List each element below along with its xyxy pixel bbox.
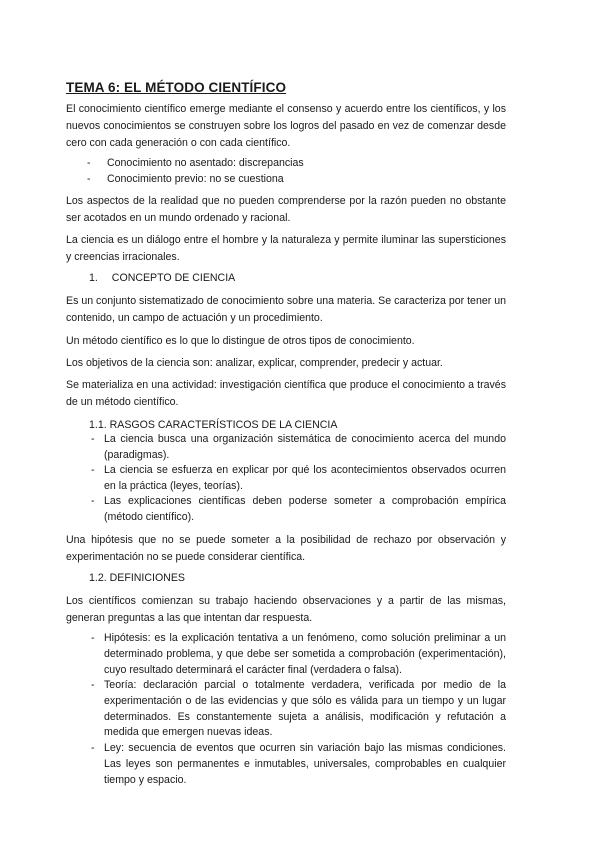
section-heading-rasgos [89, 418, 337, 432]
definition-item [91, 631, 506, 678]
paragraph-materializa: Se materializa en una actividad: investigación científica que produce el conocimiento a través de un método científico. [66, 379, 506, 408]
intro-bullet-text: Conocimiento no asentado: discrepancias [107, 157, 304, 169]
bullet-marker: - [87, 173, 91, 185]
bullet-marker: - [91, 679, 95, 691]
bullet-marker: - [91, 495, 95, 507]
paragraph-metodo: Un método científico es lo que lo distingue de otros tipos de conocimiento. [66, 335, 415, 347]
definition-item [91, 678, 506, 741]
rasgo-item [91, 432, 506, 464]
intro-bullet [87, 172, 284, 186]
intro-bullet [87, 156, 304, 170]
paragraph-conjunto: Es un conjunto sistematizado de conocimiento sobre una materia. Se caracteriza por tener un contenido, un campo de actuación y un procedimiento. [66, 295, 506, 324]
section-heading-definiciones [89, 571, 185, 585]
rasgo-item [91, 463, 506, 495]
section-number: 1.1. [89, 419, 107, 431]
definition-text: Ley: secuencia de eventos que ocurren sin variación bajo las mismas condiciones. Las leyes son permanentes e inmutables, universales, comprobables en cualquier tiempo y espacio. [104, 742, 506, 786]
bullet-marker: - [91, 433, 95, 445]
paragraph-cientificos: Los científicos comienzan su trabajo haciendo observaciones y a partir de las mismas, generan preguntas a las que intentan dar respuesta. [66, 595, 506, 624]
bullet-marker: - [91, 464, 95, 476]
definition-item [91, 741, 506, 788]
paragraph-objetivos: Los objetivos de la ciencia son: analizar, explicar, comprender, predecir y actuar. [66, 357, 443, 369]
intro-bullet-text: Conocimiento previo: no se cuestiona [107, 173, 284, 185]
rasgo-item [91, 494, 506, 526]
bullet-marker: - [87, 157, 91, 169]
paragraph-aspectos: Los aspectos de la realidad que no pueden comprenderse por la razón pueden no obstante ser acotados en un mundo ordenado y racional. [66, 195, 506, 224]
section-title: CONCEPTO DE CIENCIA [111, 272, 236, 284]
rasgo-text: Las explicaciones científicas deben poderse someter a comprobación empírica (método científico). [104, 495, 506, 523]
paragraph-ciencia: La ciencia es un diálogo entre el hombre y la naturaleza y permite iluminar las supersticiones y creencias irracionales. [66, 234, 506, 263]
page-title: TEMA 6: EL MÉTODO CIENTÍFICO [66, 80, 287, 95]
section-number: 1. [89, 272, 98, 284]
paragraph-hipotesis: Una hipótesis que no se puede someter a la posibilidad de rechazo por observación y experimentación no se puede considerar científica. [66, 534, 506, 563]
definition-text: Teoría: declaración parcial o totalmente verdadera, verificada por medio de la experimentación o de las evidencias y que sólo es válida para un tiempo y un lugar determinados. Es constantemente sujeta a análisis, modificación y refutación a medida que emergen nuevas ideas. [104, 679, 506, 739]
section-heading-concepto [89, 271, 235, 285]
section-number: 1.2. [89, 572, 107, 584]
definition-text: Hipótesis: es la explicación tentativa a un fenómeno, como solución preliminar a un determinado problema, y que debe ser sometida a comprobación (experimentación), cuyo resultado determinará el carácter final (verdadera o falsa). [104, 632, 506, 676]
section-title: RASGOS CARACTERÍSTICOS DE LA CIENCIA [109, 419, 338, 431]
rasgo-text: La ciencia busca una organización sistemática de conocimiento acerca del mundo (paradigmas). [104, 433, 506, 461]
bullet-marker: - [91, 742, 95, 754]
bullet-marker: - [91, 632, 95, 644]
section-title: DEFINICIONES [109, 572, 185, 584]
rasgo-text: La ciencia se esfuerza en explicar por qué los acontecimientos observados ocurren en la práctica (leyes, teorías). [104, 464, 506, 492]
intro-paragraph: El conocimiento científico emerge mediante el consenso y acuerdo entre los científicos, y los nuevos conocimientos se construyen sobre los logros del pasado en vez de comenzar desde cero con cada generación o con cada científico. [66, 103, 506, 149]
